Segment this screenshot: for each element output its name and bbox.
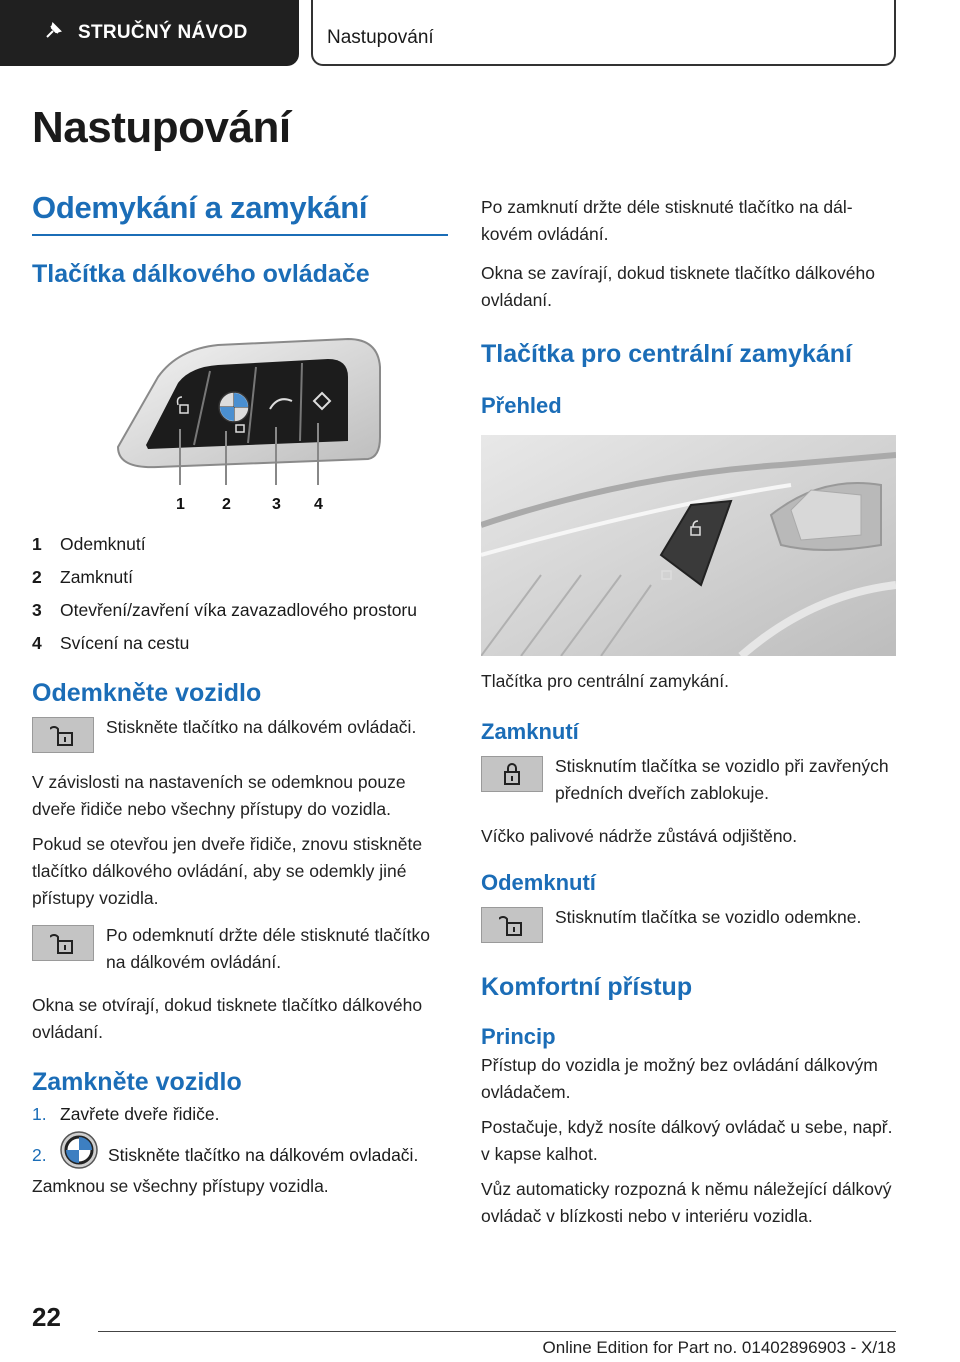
unlock-hold-text: Po odemknutí držte déle stisknuté tlačítko na dálkovém ovládání. [106, 925, 430, 972]
paragraph: Zamknou se všechny přístupy vozidla. [32, 1176, 329, 1196]
door-panel-photo [481, 435, 896, 656]
unlock-heading: Odemkněte vozidlo [32, 679, 262, 707]
paragraph: Po zamknutí držte déle stisknuté tlačítko na dálkovém ovládání. [481, 197, 853, 244]
unlock-icon [32, 717, 94, 753]
unlock-hold-instruction [32, 922, 448, 976]
callout-3: 3 [272, 496, 281, 513]
remote-heading: Tlačítka dálkového ovládače [32, 260, 370, 288]
unlock-icon-text: Stiskněte tlačítko na dálkovém ovládači. [106, 717, 417, 737]
footer-edition: Online Edition for Part no. 01402896903 - X/18 [542, 1338, 896, 1357]
legend-item: 3 Otevření/zavření víka zavazadlového prostoru [32, 600, 417, 620]
callout-1: 1 [176, 496, 185, 513]
central-locking-heading: Tlačítka pro centrální zamykání [481, 340, 852, 368]
callout-2: 2 [222, 496, 231, 513]
photo-caption: Tlačítka pro centrální zamykání. [481, 671, 730, 691]
lock-steps [32, 1101, 448, 1169]
section-heading: Odemykání a zamykání [32, 190, 448, 236]
unlock-instruction-right [481, 904, 897, 943]
bmw-roundel-icon [60, 1131, 98, 1169]
page-title: Nastupování [32, 103, 291, 152]
unlock-text: Stisknutím tlačítka se vozidlo odemkne. [555, 907, 862, 927]
unlock-icon [481, 907, 543, 943]
section-header [311, 0, 896, 66]
section-header-label: Nastupování [327, 27, 434, 48]
chapter-tab-label: STRUČNÝ NÁVOD [78, 22, 248, 43]
unlock-icon [32, 925, 94, 961]
lock-instruction [481, 753, 897, 807]
unlock-subheading: Odemknutí [481, 870, 596, 895]
key-fob-figure [98, 337, 388, 519]
paragraph: Víčko palivové nádrže zůstává odjištěno. [481, 826, 798, 846]
callout-4: 4 [314, 496, 323, 513]
paragraph: Pokud se otevřou jen dveře řidiče, znovu stiskněte tlačítko dálkového ovládání, aby se odemkly jiné přístupy vozidla. [32, 834, 423, 908]
lock-subheading: Zamknutí [481, 719, 579, 744]
paragraph: Okna se zavírají, dokud tisknete tlačítko dálkového ovládaní. [481, 263, 875, 310]
step-item: 1. Zavřete dveře řidiče. [32, 1104, 220, 1124]
unlock-instruction [32, 714, 448, 753]
footer-divider [98, 1331, 896, 1332]
chapter-tab[interactable] [0, 0, 299, 66]
right-column [481, 190, 897, 1230]
paragraph: Postačuje, když nosíte dálkový ovládač u sebe, např. v kapse kalhot. [481, 1117, 893, 1164]
lock-heading: Zamkněte vozidlo [32, 1068, 242, 1096]
paragraph: Přístup do vozidla je možný bez ovládání dálkovým ovládačem. [481, 1055, 878, 1102]
comfort-access-heading: Komfortní přístup [481, 973, 693, 1001]
pushpin-icon [44, 20, 64, 46]
paragraph: Vůz automaticky rozpozná k němu náležející dálkový ovládač v blízkosti nebo v interiéru vozidla. [481, 1179, 892, 1226]
overview-heading: Přehled [481, 393, 562, 418]
principle-heading: Princip [481, 1024, 556, 1049]
left-column [32, 190, 448, 1200]
legend-item: 2 Zamknutí [32, 567, 133, 587]
page-number: 22 [32, 1302, 61, 1332]
paragraph: V závislosti na nastaveních se odemknou pouze dveře řidiče nebo všechny přístupy do vozidla. [32, 772, 406, 819]
lock-icon [481, 756, 543, 792]
paragraph: Okna se otvírají, dokud tisknete tlačítko dálkového ovládaní. [32, 995, 423, 1042]
legend-item: 1 Odemknutí [32, 534, 146, 554]
figure-legend [32, 531, 448, 657]
step-item: 2. Stiskněte tlačítko na dálkovém ovladači. [32, 1142, 448, 1169]
legend-item: 4 Svícení na cestu [32, 633, 190, 653]
lock-text: Stisknutím tlačítka se vozidlo při zavřených předních dveřích zablokuje. [555, 756, 889, 803]
